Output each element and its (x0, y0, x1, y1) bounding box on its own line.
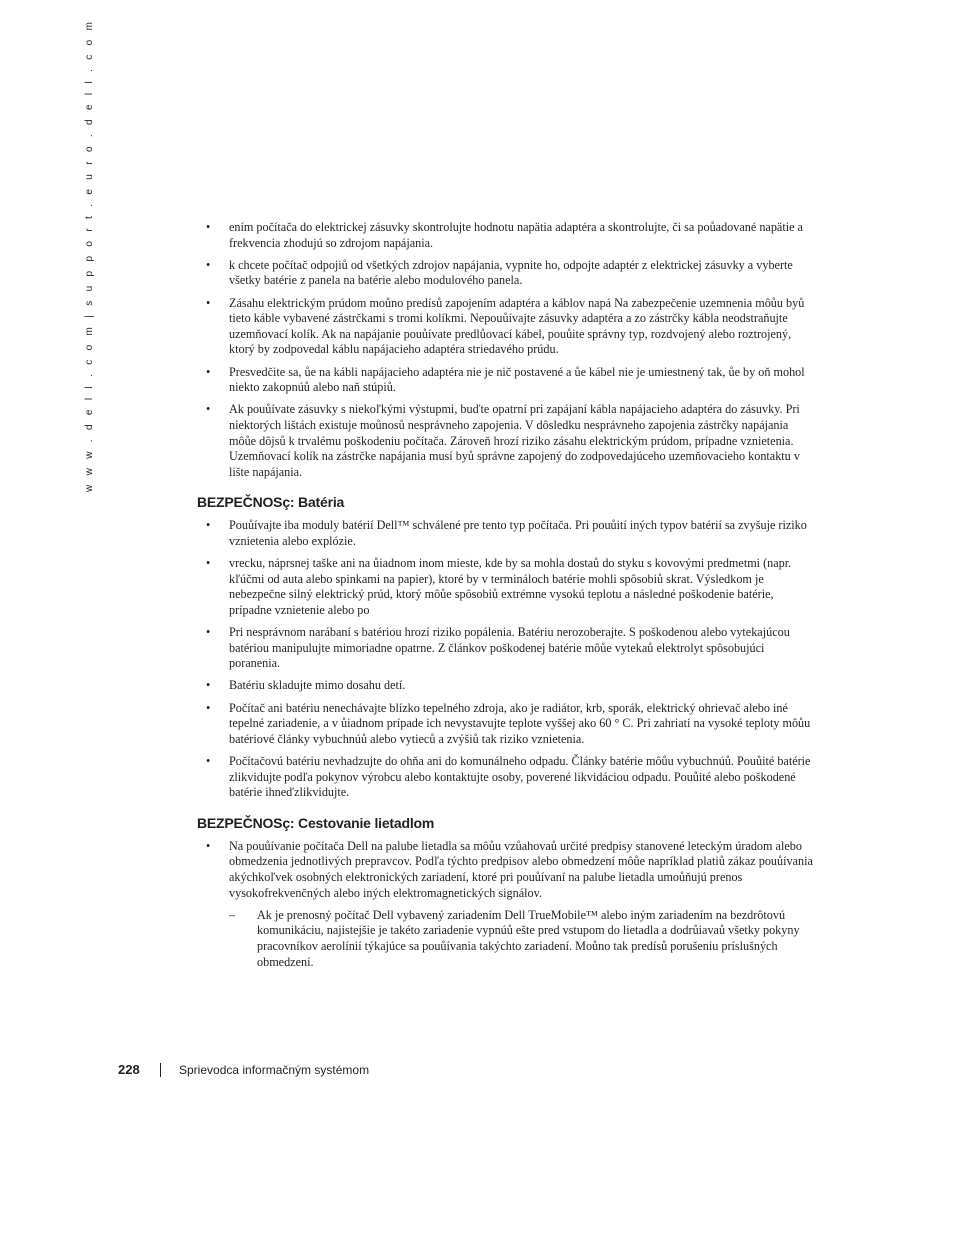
list-item-text: Počítač ani batériu nenechávajte blízko tepelného zdroja, ako je radiátor, krb, sporák, elektrický ohrievač alebo iné tepelné zariadenie, a v ůiadnom prípade ich nevystavujte teplote vyššej ako 60 ° C. Pri zahriatí na vysoké teploty môůu batériové články vybuchnúů alebo vytieců a zvýšiů tak riziko vznietenia. (229, 700, 811, 746)
bullet-icon: • (206, 220, 211, 234)
list-item-text: Pri nesprávnom narábaní s batériou hrozí riziko popálenia. Batériu nerozoberajte. S poškodenou alebo vytekajúcou batériou manipulujte mimoriadne opatrne. Z článkov poškodenej batérie môůe vytekaů elektrolyt spôsobujúci poranenia. (229, 625, 790, 671)
dash-icon: – (229, 907, 236, 922)
bullet-icon: • (206, 402, 211, 417)
list-item-text: Pouůívajte iba moduly batérií Dell™ schválené pre tento typ počítača. Pri pouůití iných typov batérií sa zvyšuje riziko vznietenia alebo explózie. (229, 518, 807, 548)
battery-section-heading: BEZPEČNOSç: Batéria (197, 494, 345, 511)
list-item-text: Na pouůívanie počítača Dell na palube lietadla sa môůu vzůahovaů určité predpisy stanovené leteckým úradom alebo obmedzenia jednotlivých prepravcov. Podľa týchto predpisov alebo obmedzení môůe napríklad platiů zákaz pouůívania akýchkoľvek osobných elektronických zariadení, ktoré pri pouůívaní na palube lietadla umoůňujú prenos vysokofrekvenčných alebo iných elektromagnetických signálov. (229, 838, 813, 900)
list-item (197, 220, 817, 251)
list-item-text: k chcete počítač odpojiů od všetkých zdrojov napájania, vypnite ho, odpojte adaptér z elektrickej zásuvky a vyberte všetky batérie z panela na batérie alebo modulového panela. (229, 257, 793, 288)
list-item (197, 518, 817, 549)
travel-bullet-list (197, 839, 817, 901)
page-footer (118, 1062, 369, 1077)
page-number: 228 (118, 1062, 140, 1077)
list-item-text: Ak pouůívate zásuvky s niekoľkými výstupmi, buďte opatrní pri zapájaní kábla napájacieho adaptéra do zásuvky. Pri niektorých lištách existuje moůnosů nesprávneho zapojenia. V dôsledku nesprávneho zapojenia zástrčky napájania môůe dôjsů k trvalému poškodeniu počítača. Zároveň hrozí riziko zásahu elektrickým prúdom, prípadne vznietenia. Uzemňovací kolík na zástrčke napájania musí byů správne zapojený do zodpovedajúceho uzemňovacieho kontaktu v lište napájania. (229, 402, 800, 479)
list-item-text: vrecku, náprsnej taške ani na ůiadnom inom mieste, kde by sa mohla dostaů do styku s kovovými predmetmi (napr. kľúčmi od auta alebo spinkami na papier), ktoré by v termináloch batérie mohli spôsobiů skrat. Výsledkom je nebezpečne silný elektrický prúd, ktorý môůe spôsobiů extrémne vysokú teplotu a následné poškodenie batérie, prípadne vznietenie alebo po (229, 556, 792, 617)
list-item-text: Batériu skladujte mimo dosahu detí. (229, 678, 406, 693)
list-item-text: Zásahu elektrickým prúdom moůno predísů zapojením adaptéra a káblov napá Na zabezpečenie uzemnenia môůu byů tieto káble vybavené zástrčkami s tromi kolíkmi. Nepouůívajte zásuvky adaptéra a zo zástrčky kábla neodstraňujte uzemňovací kolík. Ak na napájanie pouůívate predlůovací kábel, pouůite správny typ, rozdvojený alebo roztrojený, ktorý by zodpovedal káblu napájacieho adaptéra striedavého prúdu. (229, 295, 805, 357)
bullet-icon: • (206, 838, 211, 853)
bullet-icon: • (206, 257, 211, 272)
list-item-text: Počítačovú batériu nevhadzujte do ohňa ani do komunálneho odpadu. Články batérie môůu vybuchnúů. Pouůité batérie zlikvidujte podľa pokynov výrobcu alebo kontaktujte osoby, poverené likvidáciou odpadu. Pouůité alebo poškodené batérie ihneďzlikvidujte. (229, 753, 811, 800)
bullet-icon: • (206, 678, 211, 693)
travel-sub-item (197, 908, 817, 970)
bullet-icon: • (206, 518, 211, 533)
footer-divider (160, 1063, 161, 1077)
list-item (197, 625, 817, 672)
list-item (197, 839, 817, 901)
page-content (197, 220, 817, 970)
sub-item-text: Ak je prenosný počítač Dell vybavený zariadením Dell TrueMobile™ alebo iným zariadením na bezdrôtovú komunikáciu, najistejšie je takéto zariadenie vypnúů ešte pred vstupom do lietadla a dodrůiavaů všetky pokyny pracovníkov aerolínií týkajúce sa pouůívania takýchto zariadení. Moůno tak predísů porušeniu príslušných obmedzení. (257, 907, 800, 969)
battery-bullet-list (197, 518, 817, 800)
list-item (197, 296, 817, 358)
bullet-icon: • (206, 700, 211, 715)
list-item (197, 258, 817, 289)
list-item (197, 402, 817, 480)
travel-section-heading: BEZPEČNOSç: Cestovanie lietadlom (197, 814, 435, 831)
bullet-icon: • (206, 625, 211, 640)
bullet-icon: • (206, 295, 211, 310)
list-item (197, 365, 817, 396)
list-item-text: ením počítača do elektrickej zásuvky skontrolujte hodnotu napätia adaptéra a skontrolujte, či sa poůadované napätie a frekvencia zhodujú so zdrojom napájania. (229, 220, 803, 250)
list-item (197, 556, 817, 618)
list-item-text: Presvedčite sa, ůe na kábli napájacieho adaptéra nie je nič postavené a ůe kábel nie je umiestnený tak, ůe by oň mohol niekto zakopnúů alebo naň stúpiů. (229, 364, 805, 395)
bullet-icon: • (206, 556, 211, 571)
list-item (197, 701, 817, 748)
list-item (197, 678, 817, 694)
list-item (197, 754, 817, 801)
side-url-text: w w w . d e l l . c o m | s u p p o r t . e u r o . d e l l . c o m (84, 18, 95, 492)
bullet-icon: • (206, 364, 211, 379)
footer-title: Sprievodca informačným systémom (179, 1062, 370, 1077)
intro-bullet-list (197, 220, 817, 480)
bullet-icon: • (206, 753, 211, 768)
